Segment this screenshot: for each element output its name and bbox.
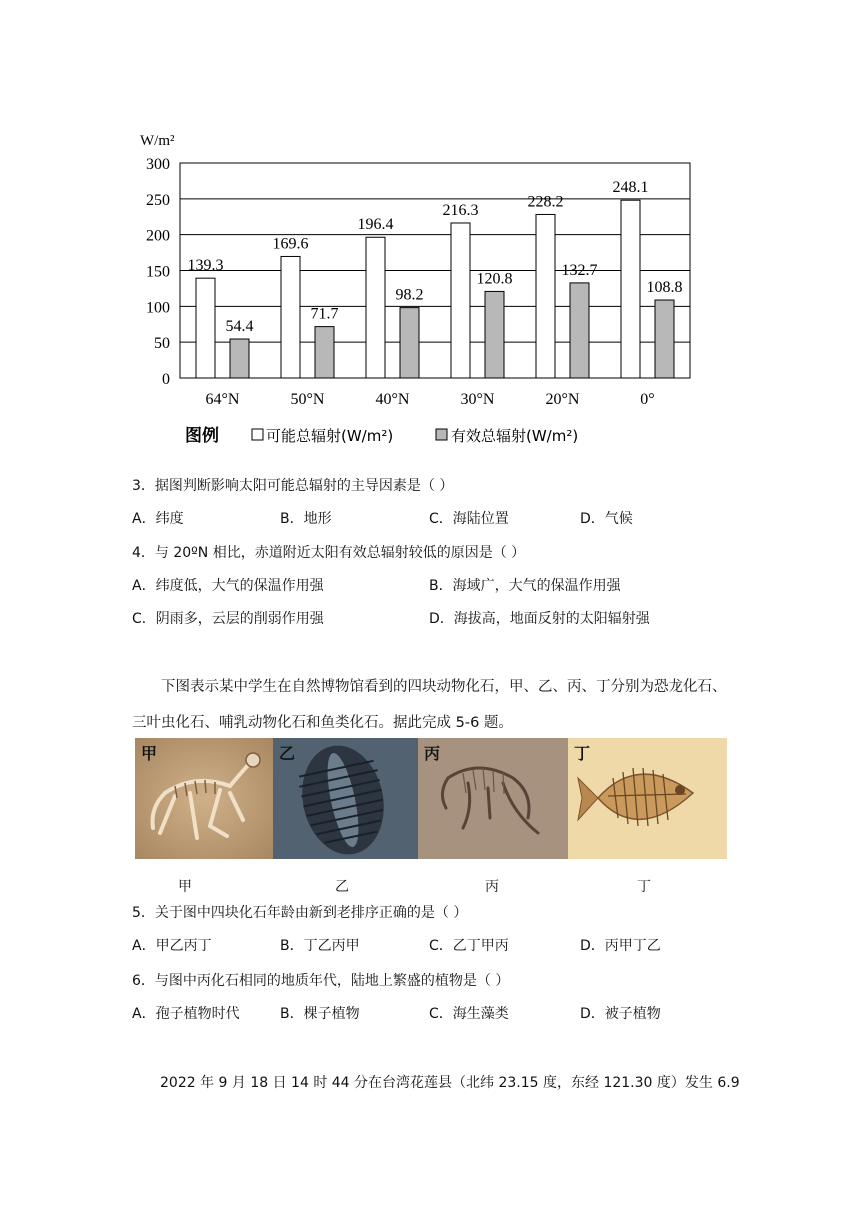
q3-option-a: A．纬度 — [132, 511, 184, 527]
intro-line-1: 下图表示某中学生在自然博物馆看到的四块动物化石，甲、乙、丙、丁分别为恐龙化石、 — [161, 679, 727, 695]
fossil-tag-yi: 乙 — [279, 744, 296, 763]
chart-svg — [130, 125, 710, 455]
fossil-caption-ding: 丁 — [637, 879, 651, 895]
legend-swatch-effective — [436, 429, 447, 440]
q5-option-c: C．乙丁甲丙 — [429, 938, 509, 954]
q6-option-d: D．被子植物 — [580, 1006, 661, 1022]
effective-radiation-bar-4 — [570, 283, 589, 378]
possible-radiation-bar-3 — [451, 223, 470, 378]
x-tick-label-2: 40°N — [375, 391, 410, 408]
effective-radiation-label-1: 71.7 — [310, 305, 339, 323]
effective-radiation-bar-5 — [655, 300, 674, 378]
fossil-caption-yi: 乙 — [335, 879, 349, 895]
q5-option-a: A．甲乙丙丁 — [132, 938, 212, 954]
x-tick-label-3: 30°N — [460, 391, 495, 408]
y-tick-label-50: 50 — [154, 335, 170, 353]
q4-option-a: A．纬度低，大气的保温作用强 — [132, 578, 324, 594]
possible-radiation-label-1: 169.6 — [272, 235, 309, 253]
q3-option-b: B．地形 — [280, 511, 332, 527]
effective-radiation-label-5: 108.8 — [646, 279, 683, 297]
q5-option-d: D．丙甲丁乙 — [580, 938, 661, 954]
possible-radiation-label-3: 216.3 — [442, 201, 479, 219]
q5-option-b: B．丁乙丙甲 — [280, 938, 360, 954]
q3-option-c: C．海陆位置 — [429, 511, 509, 527]
fossil-caption-jia: 甲 — [178, 879, 192, 895]
y-tick-label-150: 150 — [146, 263, 170, 281]
possible-radiation-label-5: 248.1 — [612, 179, 649, 197]
question-4-stem: 4．与 20ºN 相比，赤道附近太阳有效总辐射较低的原因是（ ） — [132, 545, 526, 561]
y-tick-label-250: 250 — [146, 191, 170, 209]
y-tick-label-300: 300 — [146, 156, 170, 173]
y-tick-label-0: 0 — [162, 371, 170, 388]
effective-radiation-bar-2 — [400, 308, 419, 378]
q6-option-c: C．海生藻类 — [429, 1006, 509, 1022]
fossil-images — [135, 738, 727, 859]
q6-option-a: A．孢子植物时代 — [132, 1006, 240, 1022]
possible-radiation-bar-2 — [366, 237, 385, 378]
possible-radiation-label-0: 139.3 — [187, 257, 224, 275]
legend-swatch-possible — [252, 429, 263, 440]
question-5-stem: 5．关于图中四块化石年龄由新到老排序正确的是（ ） — [132, 905, 468, 921]
possible-radiation-label-2: 196.4 — [357, 216, 394, 234]
q4-option-d: D．海拔高，地面反射的太阳辐射强 — [429, 611, 650, 627]
possible-radiation-bar-4 — [536, 214, 555, 378]
question-6-stem: 6．与图中丙化石相同的地质年代，陆地上繁盛的植物是（ ） — [132, 973, 510, 989]
x-tick-label-5: 0° — [640, 391, 655, 408]
effective-radiation-bar-0 — [230, 339, 249, 378]
possible-radiation-bar-5 — [621, 200, 640, 378]
fossil-caption-bing: 丙 — [485, 879, 499, 895]
possible-radiation-bar-0 — [196, 278, 215, 378]
possible-radiation-bar-1 — [281, 256, 300, 378]
y-tick-label-100: 100 — [146, 299, 170, 317]
legend-title: 图例 — [185, 426, 219, 446]
possible-radiation-label-4: 228.2 — [527, 193, 564, 211]
fossil-bing-mammal-image — [418, 738, 568, 859]
q4-option-c: C．阴雨多，云层的削弱作用强 — [132, 611, 324, 627]
y-tick-label-200: 200 — [146, 227, 170, 245]
effective-radiation-bar-1 — [315, 327, 334, 378]
fossil-jia-dinosaur-image — [135, 738, 273, 859]
x-tick-label-4: 20°N — [545, 391, 580, 408]
legend-label-possible: 可能总辐射(W/m²) — [266, 427, 394, 445]
intro-paragraph — [132, 669, 732, 741]
x-tick-label-1: 50°N — [290, 391, 325, 408]
fossil-tag-ding: 丁 — [574, 744, 591, 763]
fossil-ding-fish-image — [568, 738, 727, 859]
y-unit-label: W/m² — [140, 133, 175, 149]
earthquake-intro-line: 2022 年 9 月 18 日 14 时 44 分在台湾花莲县（北纬 23.15 度，东经 121.30 度）发生 6.9 — [160, 1075, 740, 1091]
q3-option-d: D．气候 — [580, 511, 633, 527]
radiation-bar-chart — [130, 125, 710, 455]
effective-radiation-label-2: 98.2 — [395, 286, 424, 304]
effective-radiation-label-0: 54.4 — [225, 318, 254, 336]
fossil-tag-jia: 甲 — [141, 744, 158, 763]
question-3-stem: 3．据图判断影响太阳可能总辐射的主导因素是（ ） — [132, 478, 454, 494]
effective-radiation-bar-3 — [485, 291, 504, 378]
q4-option-b: B．海域广，大气的保温作用强 — [429, 578, 621, 594]
effective-radiation-label-3: 120.8 — [476, 270, 513, 288]
x-tick-label-0: 64°N — [205, 391, 240, 408]
fossil-tag-bing: 丙 — [424, 744, 441, 763]
fossil-yi-trilobite-image — [273, 738, 418, 859]
intro-line-2: 三叶虫化石、哺乳动物化石和鱼类化石。据此完成 5-6 题。 — [132, 715, 513, 731]
q6-option-b: B．棵子植物 — [280, 1006, 360, 1022]
effective-radiation-label-4: 132.7 — [561, 261, 598, 279]
legend-label-effective: 有效总辐射(W/m²) — [451, 427, 579, 445]
